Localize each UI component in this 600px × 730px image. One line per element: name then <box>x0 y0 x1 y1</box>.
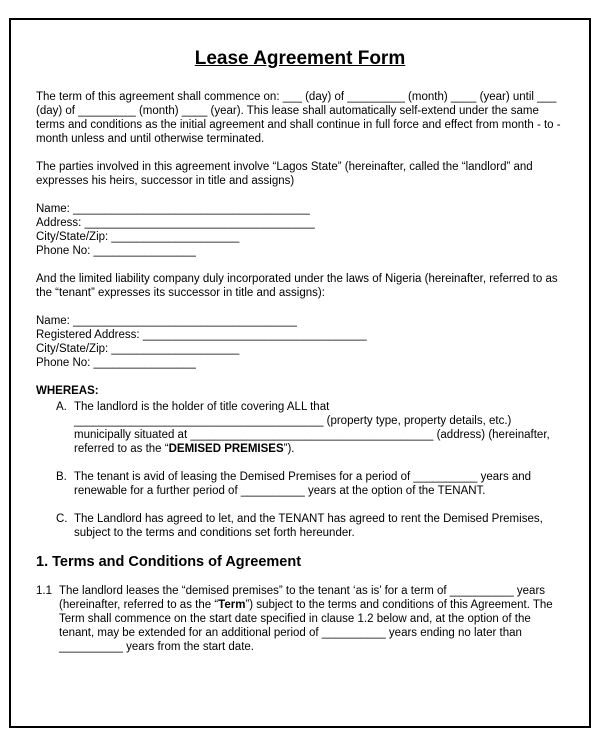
item-text-a <box>74 400 564 456</box>
tenant-city-state-zip-line: City/State/Zip: ____________________ <box>36 343 240 355</box>
clause-1-1-bold-segment: Term <box>218 599 246 611</box>
item-marker-a: A. <box>56 401 67 413</box>
tenant-name-line: Name: ___________________________________ <box>36 315 297 327</box>
item-a-bold-segment: DEMISED PREMISES <box>168 443 284 455</box>
whereas-item-a <box>56 400 564 456</box>
clause-1-1-text-after: ”) subject to the terms and conditions of this Agreement. The Term shall commence on the start date specified in clause 1.2 below and, at the option of the tenant, may be extended for an additional period of __________ years ending no later than __________ years from the start date. <box>59 599 553 653</box>
tenant-fields <box>36 314 564 370</box>
item-a-text-before: The landlord is the holder of title covering ALL that _______________________________________ (property type, property details, etc.) municipally situated at ______________________________________ (address) (hereinafter, referred to as the “ <box>74 401 550 455</box>
item-a-text-after: ”). <box>283 443 295 455</box>
landlord-fields <box>36 202 564 258</box>
item-marker-c: C. <box>56 513 68 525</box>
whereas-list <box>36 400 564 540</box>
document-border <box>9 18 591 728</box>
item-text-c: The Landlord has agreed to let, and the TENANT has agreed to rent the Demised Premises, subject to the terms and conditions set forth hereunder. <box>74 513 543 539</box>
tenant-paragraph: And the limited liability company duly incorporated under the laws of Nigeria (hereinafter, referred to as the “tenant” expresses its successor in title and assigns): <box>36 273 558 299</box>
landlord-address-line: Address: ____________________________________ <box>36 217 315 229</box>
tenant-phone-line: Phone No: ________________ <box>36 357 196 369</box>
clause-1-1-text-before: The landlord leases the “demised premises” to the tenant ‘as is’ for a term of __________ years (hereinafter, referred to as the “ <box>59 585 546 611</box>
term-paragraph: The term of this agreement shall commence on: ___ (day) of _________ (month) ____ (year) until ___ (day) of _________ (month) ____ (year). This lease shall automatically self-extend under the same terms and conditions as the initial agreement and shall continue in full force and effect from month - to - month unless and until otherwise terminated. <box>36 91 561 145</box>
clause-1-1 <box>36 584 564 654</box>
clause-1-1-text <box>59 584 564 654</box>
whereas-item-c <box>56 512 564 540</box>
landlord-city-state-zip-line: City/State/Zip: ____________________ <box>36 231 240 243</box>
clause-1-1-marker: 1.1 <box>36 585 52 597</box>
item-text-b: The tenant is avid of leasing the Demised Premises for a period of __________ years and renewable for a further period of __________ years at the option of the TENANT. <box>74 471 532 497</box>
landlord-phone-line: Phone No: ________________ <box>36 245 196 257</box>
landlord-name-line: Name: _____________________________________ <box>36 203 310 215</box>
whereas-item-b <box>56 470 564 498</box>
section-1-heading: 1. Terms and Conditions of Agreement <box>36 554 302 570</box>
document-title: Lease Agreement Form <box>194 48 406 69</box>
tenant-registered-address-line: Registered Address: ___________________________________ <box>36 329 367 341</box>
parties-paragraph: The parties involved in this agreement involve “Lagos State” (hereinafter, called the “landlord” and expresses his heirs, successor in title and assigns) <box>36 161 533 187</box>
whereas-heading: WHEREAS: <box>36 385 99 397</box>
item-marker-b: B. <box>56 471 67 483</box>
